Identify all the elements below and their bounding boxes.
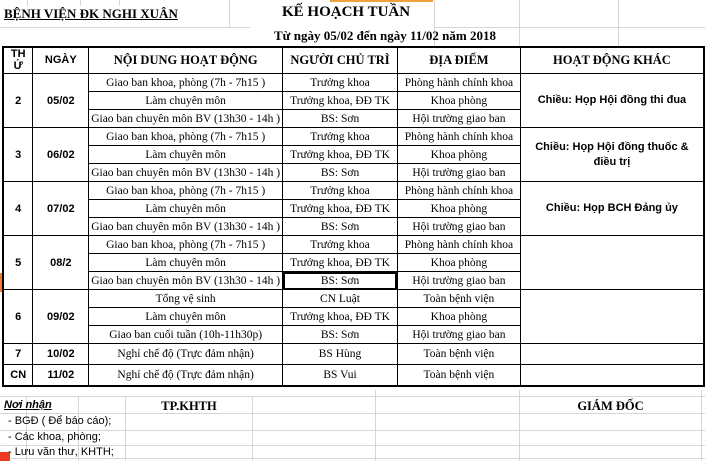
chair-cell[interactable]: Trưởng khoa [283,128,398,146]
activity-cell[interactable]: Giao ban chuyên môn BV (13h30 - 14h ) [89,272,283,290]
col-header-chutri[interactable]: NGƯỜI CHỦ TRÌ [283,47,398,74]
chair-cell[interactable]: Trưởng khoa, ĐĐ TK [283,200,398,218]
day-cell[interactable]: 7 [3,344,33,365]
other-activity-cell[interactable]: Chiều: Họp Hội đồng thuốc & điều trị [520,128,704,182]
activity-cell[interactable]: Nghỉ chế độ (Trực đảm nhận) [89,365,283,386]
activity-cell[interactable]: Giao ban cuối tuần (10h-11h30p) [89,326,283,344]
activity-cell[interactable]: Nghỉ chế độ (Trực đảm nhận) [89,344,283,365]
schedule-table [2,46,705,387]
activity-cell[interactable]: Làm chuyên môn [89,308,283,326]
location-cell[interactable]: Hội trường giao ban [397,326,520,344]
chair-cell[interactable]: BS Vui [283,365,398,386]
table-row [3,236,704,254]
location-cell[interactable]: Toàn bệnh viện [397,344,520,365]
selected-cell[interactable]: BS: Sơn [283,272,398,290]
location-cell[interactable]: Phòng hành chính khoa [397,74,520,92]
location-cell[interactable]: Khoa phòng [397,308,520,326]
page-title[interactable]: KẾ HOẠCH TUẦN [282,4,411,20]
location-cell[interactable]: Phòng hành chính khoa [397,236,520,254]
chair-cell[interactable]: Trưởng khoa [283,182,398,200]
chair-cell[interactable]: Trưởng khoa [283,74,398,92]
col-header-thu[interactable]: THỨ [3,47,33,74]
location-cell[interactable]: Hội trường giao ban [397,272,520,290]
chair-cell[interactable]: CN Luật [283,290,398,308]
other-activity-cell[interactable] [520,290,704,344]
hospital-name[interactable]: BỆNH VIỆN ĐK NGHI XUÂN [4,6,178,21]
other-activity-cell[interactable]: Chiều: Họp BCH Đảng ủy [520,182,704,236]
date-cell[interactable]: 06/02 [33,128,89,182]
chair-cell[interactable]: BS: Sơn [283,164,398,182]
chair-cell[interactable]: Trưởng khoa, ĐĐ TK [283,92,398,110]
tp-khth-signature-label[interactable]: TP.KHTH [161,399,217,413]
date-cell[interactable]: 09/02 [33,290,89,344]
day-cell[interactable]: 4 [3,182,33,236]
chair-cell[interactable]: BS Hùng [283,344,398,365]
day-cell[interactable]: 2 [3,74,33,128]
col-header-ngay[interactable]: NGÀY [33,47,89,74]
location-cell[interactable]: Toàn bệnh viện [397,290,520,308]
gridline [375,390,376,461]
activity-cell[interactable]: Làm chuyên môn [89,200,283,218]
recipient-line[interactable]: - Lưu văn thư, KHTH; [8,446,114,458]
chair-cell[interactable]: Trưởng khoa, ĐĐ TK [283,146,398,164]
day-cell[interactable]: 3 [3,128,33,182]
director-signature-label[interactable]: GIÁM ĐỐC [577,399,644,413]
date-cell[interactable]: 07/02 [33,182,89,236]
recipient-line[interactable]: - Các khoa, phòng; [8,431,101,443]
date-cell[interactable]: 10/02 [33,344,89,365]
chair-cell[interactable]: Trưởng khoa [283,236,398,254]
table-row [3,182,704,200]
table-row [3,128,704,146]
date-range-subtitle[interactable]: Từ ngày 05/02 đến ngày 11/02 năm 2018 [274,28,496,43]
day-cell[interactable]: 5 [3,236,33,290]
location-cell[interactable]: Khoa phòng [397,92,520,110]
activity-cell[interactable]: Làm chuyên môn [89,146,283,164]
activity-cell[interactable]: Giao ban chuyên môn BV (13h30 - 14h ) [89,164,283,182]
gridline [618,0,619,46]
table-row [3,365,704,386]
location-cell[interactable]: Khoa phòng [397,146,520,164]
other-activity-cell[interactable] [520,344,704,365]
location-cell[interactable]: Phòng hành chính khoa [397,128,520,146]
activity-cell[interactable]: Giao ban chuyên môn BV (13h30 - 14h ) [89,110,283,128]
table-row [3,344,704,365]
activity-cell[interactable]: Giao ban khoa, phòng (7h - 7h15 ) [89,128,283,146]
gridline [0,396,705,397]
chair-cell[interactable]: Trưởng khoa, ĐĐ TK [283,308,398,326]
location-cell[interactable]: Hội trường giao ban [397,218,520,236]
activity-cell[interactable]: Tổng vệ sinh [89,290,283,308]
date-cell[interactable]: 08/2 [33,236,89,290]
gridline [0,430,705,431]
recipient-line[interactable]: - BGĐ ( Để báo cáo); [8,415,112,427]
chair-cell[interactable]: Trưởng khoa, ĐĐ TK [283,254,398,272]
gridline [229,0,230,27]
activity-cell[interactable]: Giao ban khoa, phòng (7h - 7h15 ) [89,74,283,92]
activity-cell[interactable]: Làm chuyên môn [89,92,283,110]
other-activity-cell[interactable] [520,365,704,386]
date-cell[interactable]: 05/02 [33,74,89,128]
date-cell[interactable]: 11/02 [33,365,89,386]
day-cell[interactable]: 6 [3,290,33,344]
other-activity-cell[interactable] [520,236,704,290]
orange-cell-border [330,0,433,2]
activity-cell[interactable]: Giao ban khoa, phòng (7h - 7h15 ) [89,236,283,254]
table-header [3,47,704,74]
recipients-label[interactable]: Nơi nhận [4,399,52,411]
location-cell[interactable]: Phòng hành chính khoa [397,182,520,200]
day-cell[interactable]: CN [3,365,33,386]
chair-cell[interactable]: BS: Sơn [283,326,398,344]
location-cell[interactable]: Hội trường giao ban [397,164,520,182]
table-row [3,74,704,92]
location-cell[interactable]: Khoa phòng [397,254,520,272]
col-header-noidung[interactable]: NỘI DUNG HOẠT ĐỘNG [89,47,283,74]
col-header-diadiem[interactable]: ĐỊA ĐIỂM [397,47,520,74]
activity-cell[interactable]: Giao ban khoa, phòng (7h - 7h15 ) [89,182,283,200]
chair-cell[interactable]: BS: Sơn [283,110,398,128]
chair-cell[interactable]: BS: Sơn [283,218,398,236]
activity-cell[interactable]: Giao ban chuyên môn BV (13h30 - 14h ) [89,218,283,236]
location-cell[interactable]: Khoa phòng [397,200,520,218]
gridline [0,458,705,459]
table-row [3,290,704,308]
col-header-khac[interactable]: HOẠT ĐỘNG KHÁC [520,47,704,74]
other-activity-cell[interactable]: Chiều: Họp Hội đồng thi đua [520,74,704,128]
location-cell[interactable]: Toàn bệnh viện [397,365,520,386]
activity-cell[interactable]: Làm chuyên môn [89,254,283,272]
location-cell[interactable]: Hội trường giao ban [397,110,520,128]
